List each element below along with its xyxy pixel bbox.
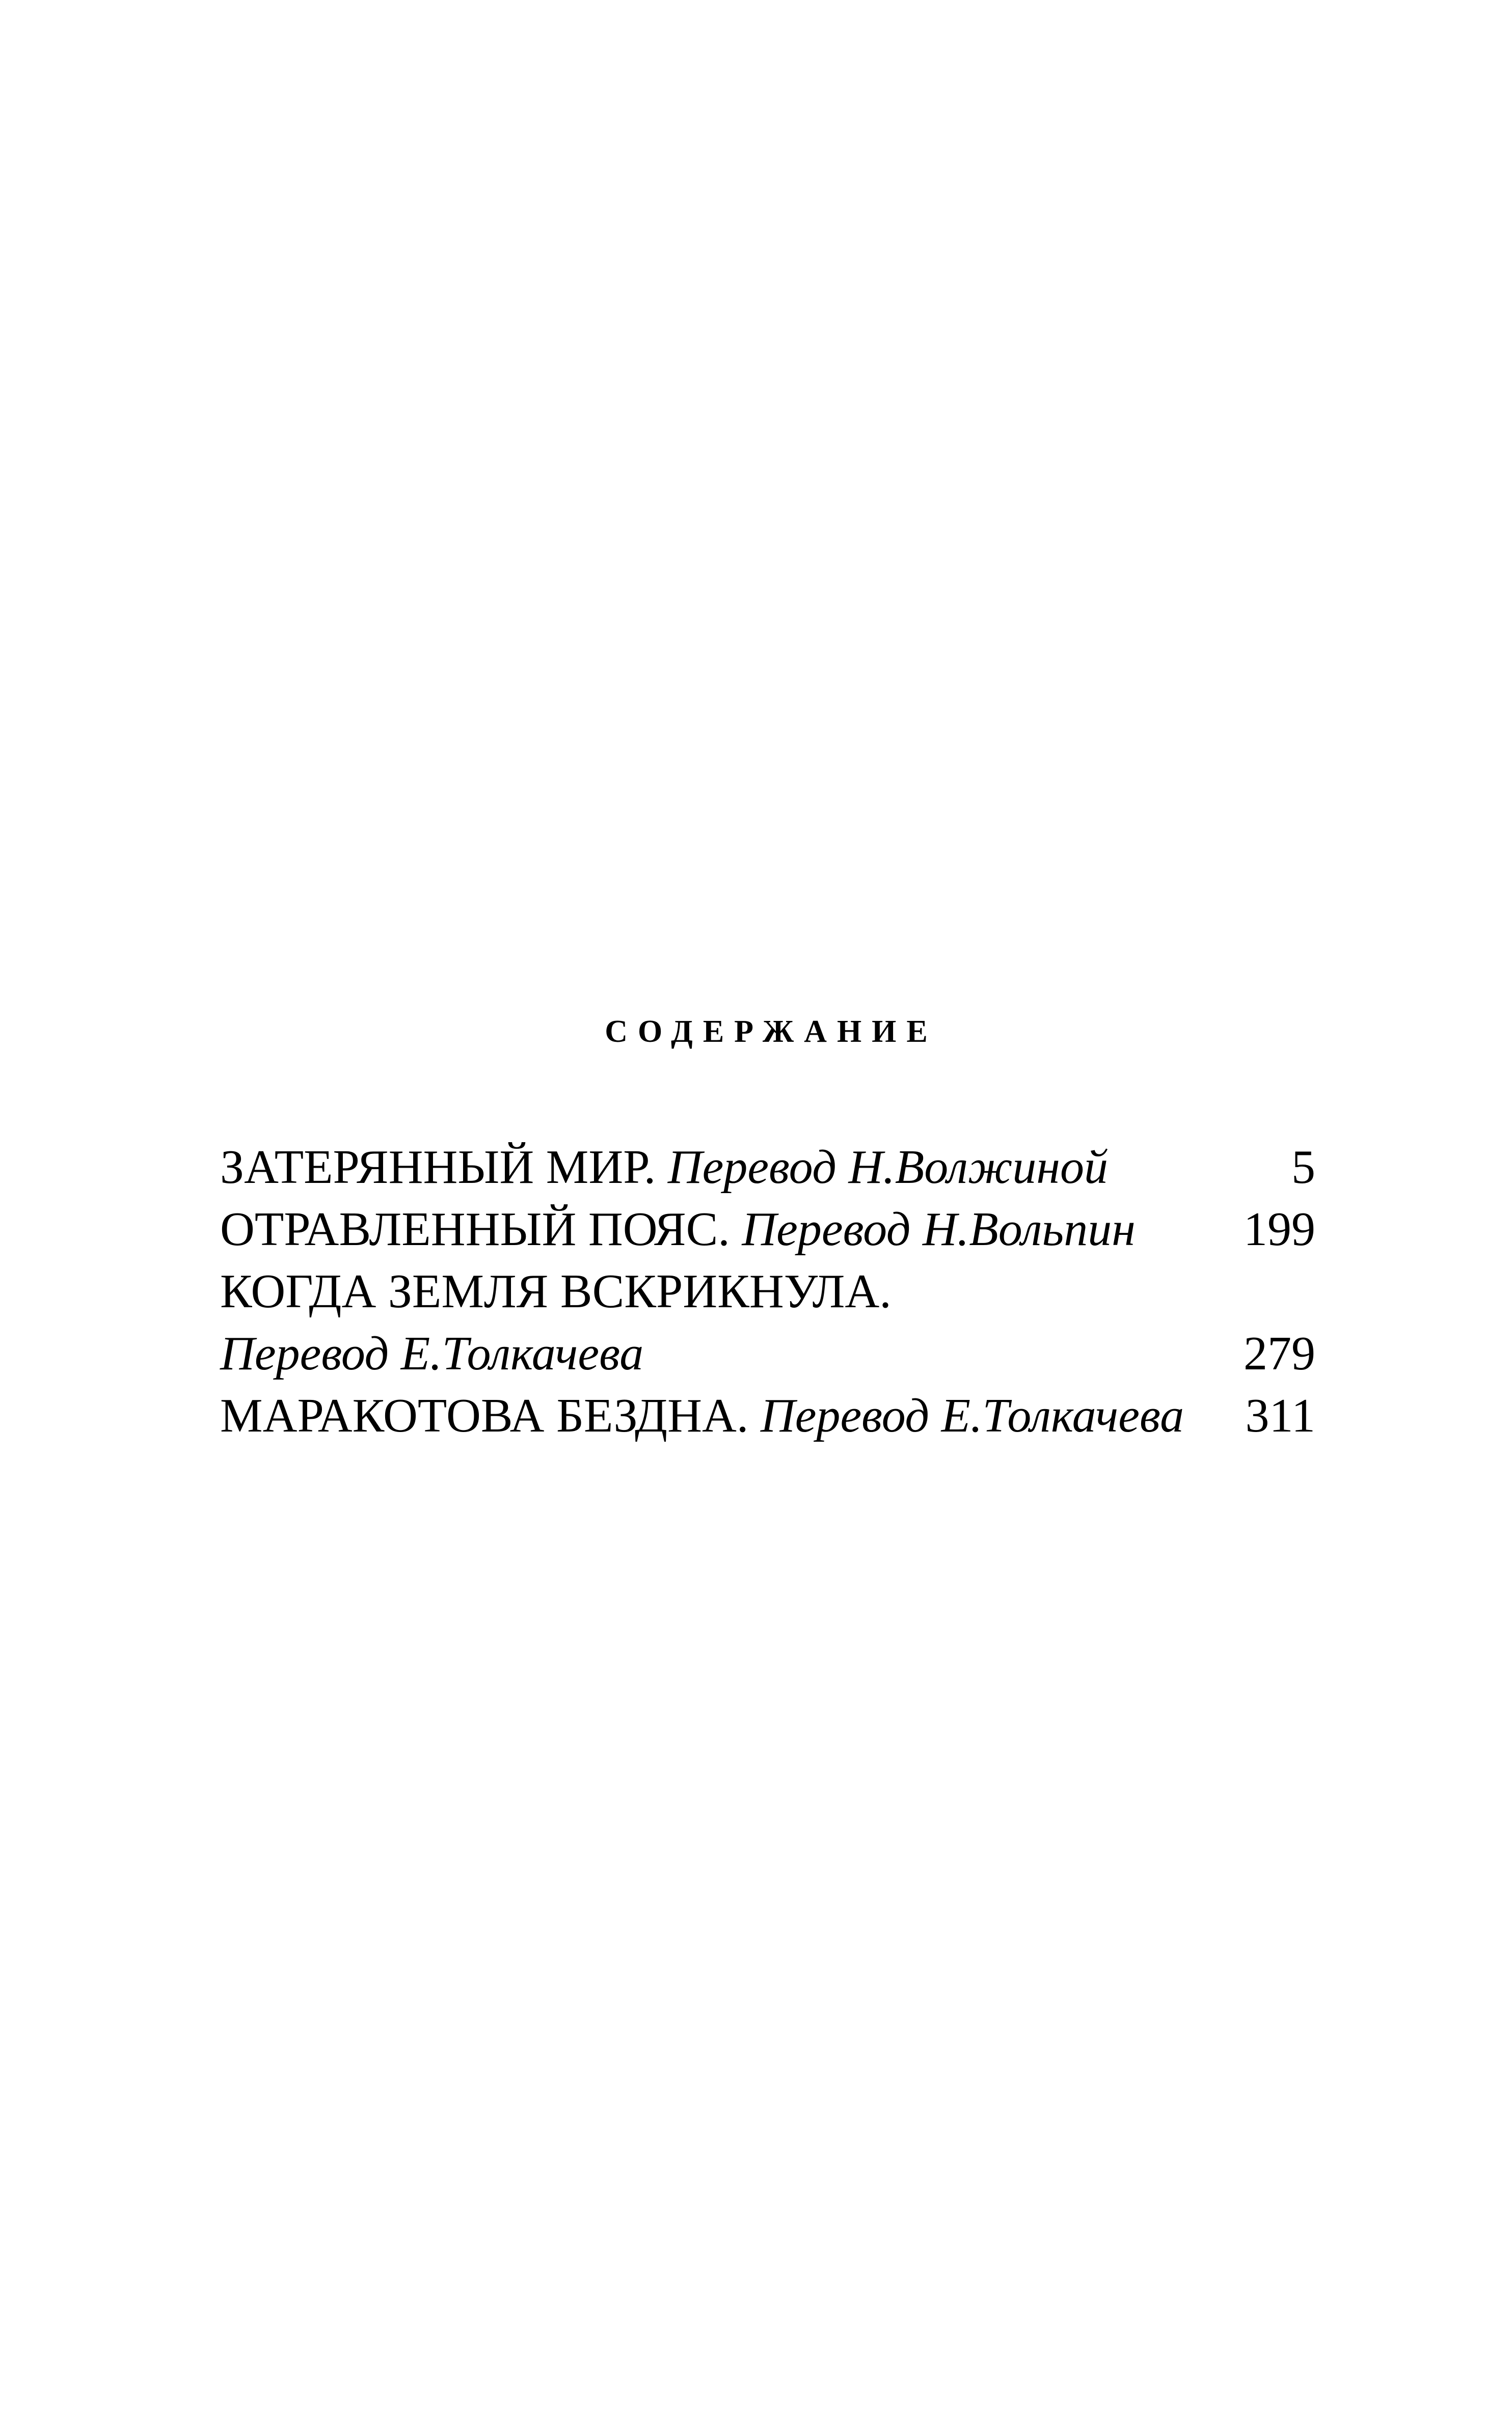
toc-entry-line (220, 1385, 1315, 1447)
toc-entry (220, 1385, 1315, 1447)
toc-entry (220, 1136, 1315, 1198)
toc-entry-title: КОГДА ЗЕМЛЯ ВСКРИКНУЛА. (220, 1265, 892, 1318)
toc-entry-page-number: 5 (1291, 1141, 1315, 1194)
toc-entry-title: ЗАТЕРЯННЫЙ МИР. (220, 1141, 656, 1194)
toc-entry-translator: Перевод Н.Волжиной (667, 1141, 1108, 1194)
toc-entry-page-number: 199 (1244, 1203, 1315, 1256)
toc-entry-translator: Перевод Е.Толкачева (220, 1327, 644, 1380)
toc-entry-translator: Перевод Е.Толкачева (760, 1389, 1184, 1442)
toc-entry-line (220, 1323, 1315, 1385)
toc-entry-title: МАРАКОТОВА БЕЗДНА. (220, 1389, 749, 1442)
toc-entry-title: ОТРАВЛЕННЫЙ ПОЯС. (220, 1203, 730, 1256)
toc-entry-line (220, 1260, 1315, 1323)
toc-entry (220, 1198, 1315, 1260)
toc-entry-line (220, 1136, 1315, 1198)
toc-entry-page-number: 311 (1245, 1389, 1315, 1442)
toc-heading: СОДЕРЖАНИЕ (605, 1014, 938, 1049)
toc-entry (220, 1260, 1315, 1385)
table-of-contents (220, 1136, 1315, 1447)
toc-entry-line (220, 1198, 1315, 1260)
toc-entry-translator: Перевод Н.Вольпин (742, 1203, 1136, 1256)
toc-entry-page-number: 279 (1244, 1327, 1315, 1380)
